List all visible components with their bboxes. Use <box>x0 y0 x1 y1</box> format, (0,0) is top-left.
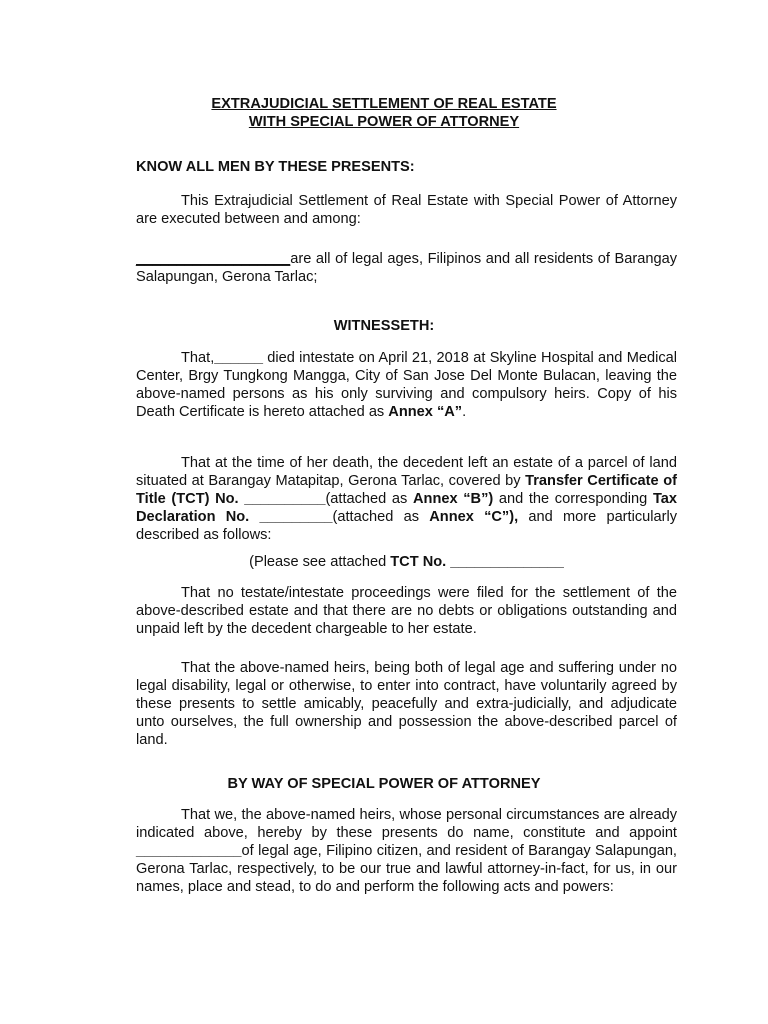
estate-text-a: That at the time of her death, the decedent left an estate of a parcel of land situated at Barangay Matapitap, Gerona Tarlac, covered by <box>136 455 677 489</box>
annex-b-label: Annex “B”) <box>412 491 494 507</box>
paragraph-see-attached <box>136 553 677 571</box>
title-line-2: WITH SPECIAL POWER OF ATTORNEY <box>248 114 520 130</box>
paragraph-estate <box>136 454 677 544</box>
estate-text-c: and the corresponding <box>493 491 653 507</box>
paragraph-decedent <box>136 349 677 421</box>
witnesseth-heading: WITNESSETH: <box>333 318 435 334</box>
spa-text-a: That we, the above-named heirs, whose personal circumstances are already indicated above, hereby by these presents do name, constitute and appoint <box>136 807 677 841</box>
parties-blank: ___________________ <box>136 251 291 267</box>
title-line-1: EXTRAJUDICIAL SETTLEMENT OF REAL ESTATE <box>211 96 557 112</box>
paragraph-parties <box>136 250 677 286</box>
spa-heading: BY WAY OF SPECIAL POWER OF ATTORNEY <box>227 776 541 792</box>
paragraph-spa <box>136 806 677 896</box>
decedent-text: died intestate on April 21, 2018 at Skyline Hospital and Medical Center, Brgy Tungkong Mangga, City of San Jose Del Monte Bulacan, leaving the above-named persons as his only surviving and compulsory heirs. Copy of his Death Certificate is hereto attached as <box>136 350 677 420</box>
tax-declaration-blank: _________ <box>259 509 333 525</box>
paragraph-execution: This Extrajudicial Settlement of Real Estate with Special Power of Attorney are executed between and among: <box>136 193 677 227</box>
parties-text: are all of legal ages, Filipinos and all residents of Barangay Salapungan, Gerona Tarlac; <box>136 251 677 285</box>
decedent-name-blank: ______ <box>214 350 263 366</box>
see-attached-tct: TCT No. <box>390 554 447 570</box>
paragraph-heirs-agreement: That the above-named heirs, being both of legal age and suffering under no legal disability, legal or otherwise, to enter into contract, have voluntarily agreed by these presents to settle amicably, peacefully and extra-judicially, and adjudicate unto ourselves, the full ownership and possession the above-described parcel of land. <box>136 660 677 748</box>
tax-declaration-label: Tax Declaration No. <box>136 491 678 525</box>
annex-a-label: Annex “A” <box>388 404 463 420</box>
estate-text-e: and more particularly described as follows: <box>136 509 678 543</box>
decedent-lead: That, <box>181 350 215 366</box>
know-all-men-heading: KNOW ALL MEN BY THESE PRESENTS: <box>136 159 415 175</box>
document-title <box>0 95 768 131</box>
estate-text-d: (attached as <box>332 509 430 525</box>
paragraph-no-proceedings: That no testate/intestate proceedings were filed for the settlement of the above-described estate and that there are no debts or obligations outstanding and unpaid left by the decedent chargeable to her estate. <box>136 585 677 637</box>
see-attached-blank: ______________ <box>446 554 564 570</box>
estate-text-b: (attached as <box>325 491 413 507</box>
attorney-name-blank: _____________ <box>136 843 242 859</box>
decedent-end: . <box>462 404 467 420</box>
spa-text-b: of legal age, Filipino citizen, and resident of Barangay Salapungan, Gerona Tarlac, respectively, to be our true and lawful attorney-in-fact, for us, in our names, place and stead, to do and perform the following acts and powers: <box>136 843 677 895</box>
tct-blank: __________ <box>244 491 326 507</box>
tct-label: Transfer Certificate of Title (TCT) No. <box>136 473 677 507</box>
see-attached-text: (Please see attached <box>249 554 391 570</box>
annex-c-label: Annex “C”), <box>429 509 519 525</box>
